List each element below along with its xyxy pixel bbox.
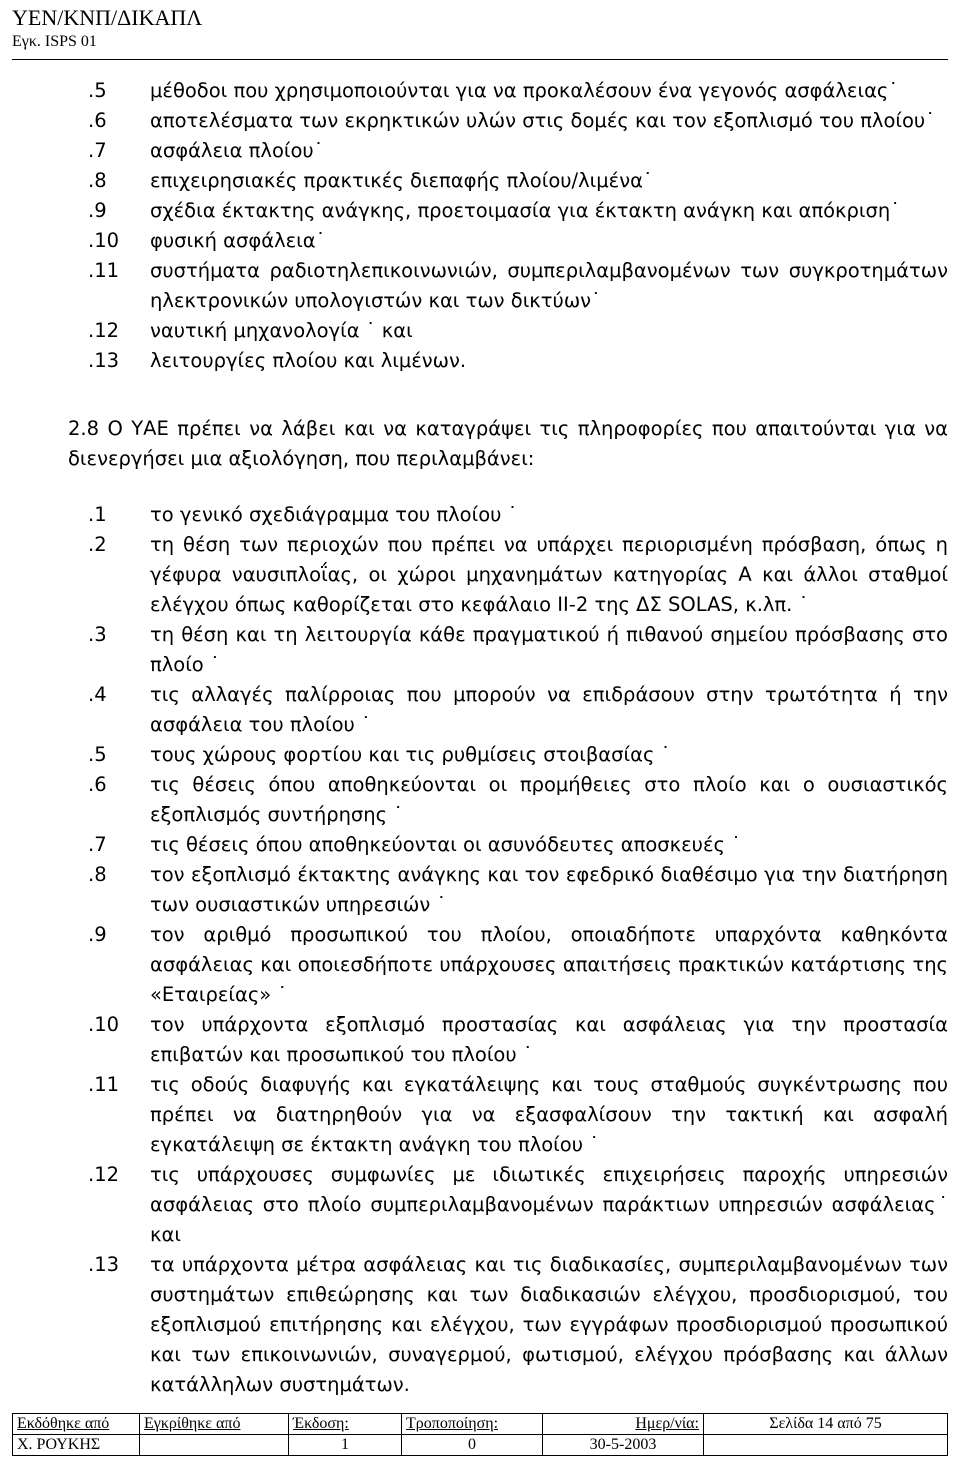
list-item-text: τις υπάρχουσες συμφωνίες με ιδιωτικές επιχειρήσεις παροχής υπηρεσιών ασφάλειας στο πλοίο συμπεριλαμβανομένων παράκτιων υπηρεσιών ασφάλειας˙ και (150, 1163, 948, 1246)
list-item (0, 346, 960, 376)
list-item-number: .8 (88, 863, 107, 886)
list-item (0, 1160, 960, 1250)
list-item (0, 920, 960, 1010)
document-control-table (12, 1413, 948, 1456)
list-item-number: .9 (88, 923, 107, 946)
list-item-number: .10 (88, 229, 120, 252)
list-item-number: .4 (88, 683, 107, 706)
list-item-number: .11 (88, 259, 120, 282)
list-item-text: τη θέση των περιοχών που πρέπει να υπάρχει περιορισμένη πρόσβαση, όπως η γέφυρα ναυσιπλοΐας, οι χώροι μηχανημάτων κατηγορίας Α και άλλοι σταθμοί ελέγχου όπως καθορίζεται στο κεφάλαιο ΙΙ-2 της ΔΣ SOLAS, κ.λπ. ˙ (150, 533, 948, 616)
list-item-text: επιχειρησιακές πρακτικές διεπαφής πλοίου/λιμένα˙ (150, 169, 653, 192)
footer-issued-by-value: Χ. ΡΟΥΚΗΣ (13, 1435, 140, 1456)
list-item (0, 196, 960, 226)
list-item-text: τις θέσεις όπου αποθηκεύονται οι προμήθειες στο πλοίο και ο ουσιαστικός εξοπλισμός συντήρησης ˙ (150, 773, 948, 826)
list-item-number: .6 (88, 109, 107, 132)
header-org: ΥΕΝ/ΚΝΠ/ΔΙΚΑΠΛ (12, 5, 203, 30)
list-item-number: .3 (88, 623, 107, 646)
footer-revision-label: Τροποποίηση: (402, 1414, 543, 1435)
list-item (0, 256, 960, 316)
list-item (0, 740, 960, 770)
document-header (12, 4, 202, 52)
list-item (0, 106, 960, 136)
list-item-number: .7 (88, 139, 107, 162)
list-item-text: τους χώρους φορτίου και τις ρυθμίσεις στοιβασίας ˙ (150, 743, 671, 766)
list-item (0, 1250, 960, 1400)
list-item (0, 136, 960, 166)
footer-approved-by-label: Εγκρίθηκε από (140, 1414, 289, 1435)
list-item (0, 530, 960, 620)
footer-date-value: 30-5-2003 (543, 1435, 704, 1456)
list-item (0, 76, 960, 106)
footer-issued-by-label: Εκδόθηκε από (13, 1414, 140, 1435)
footer-edition-label: Έκδοση: (289, 1414, 402, 1435)
list-item-text: ασφάλεια πλοίου˙ (150, 139, 324, 162)
list-item-text: τις θέσεις όπου αποθηκεύονται οι ασυνόδευτες αποσκευές ˙ (150, 833, 741, 856)
list-item (0, 226, 960, 256)
list-item-number: .5 (88, 743, 107, 766)
list-item-number: .5 (88, 79, 107, 102)
list-item-text: τον εξοπλισμό έκτακτης ανάγκης και τον εφεδρικό διαθέσιμο για την διατήρηση των ουσιαστικών υπηρεσιών ˙ (150, 863, 948, 916)
footer-date-label: Ημερ/νία: (543, 1414, 704, 1435)
list-item (0, 620, 960, 680)
list-item-text: τις αλλαγές παλίρροιας που μπορούν να επιδράσουν στην τρωτότητα ή την ασφάλεια του πλοίου ˙ (150, 683, 948, 736)
list-item (0, 1070, 960, 1160)
list-item (0, 680, 960, 740)
section-text: Ο ΥΑΕ πρέπει να λάβει και να καταγράψει τις πληροφορίες που απαιτούνται για να διενεργήσει μια αξιολόγηση, που περιλαμβάνει: (68, 417, 948, 470)
list-item-number: .8 (88, 169, 107, 192)
list-item-text: συστήματα ραδιοτηλεπικοινωνιών, συμπεριλαμβανομένων των συγκροτημάτων ηλεκτρονικών υπολογιστών και των δικτύων˙ (150, 259, 948, 312)
footer-edition-value: 1 (289, 1435, 402, 1456)
list-ship-security-topics (0, 76, 960, 376)
list-item (0, 500, 960, 530)
footer-revision-value: 0 (402, 1435, 543, 1456)
list-item-text: λειτουργίες πλοίου και λιμένων. (150, 349, 467, 372)
list-item (0, 316, 960, 346)
list-item (0, 860, 960, 920)
list-item-number: .12 (88, 319, 120, 342)
footer-approved-by-value (140, 1435, 289, 1456)
list-item-number: .6 (88, 773, 107, 796)
list-item-number: .9 (88, 199, 107, 222)
list-item-number: .13 (88, 1253, 120, 1276)
list-item-text: σχέδια έκτακτης ανάγκης, προετοιμασία για έκτακτη ανάγκη και απόκριση˙ (150, 199, 900, 222)
section-2-8 (68, 414, 948, 474)
list-item (0, 166, 960, 196)
list-item-text: μέθοδοι που χρησιμοποιούνται για να προκαλέσουν ένα γεγονός ασφάλειας˙ (150, 79, 899, 102)
list-item-number: .10 (88, 1013, 120, 1036)
footer-value-row (13, 1435, 948, 1456)
list-item (0, 770, 960, 830)
list-item-text: τη θέση και τη λειτουργία κάθε πραγματικού ή πιθανού σημείου πρόσβασης στο πλοίο ˙ (150, 623, 948, 676)
list-item-text: αποτελέσματα των εκρηκτικών υλών στις δομές και τον εξοπλισμό του πλοίου˙ (150, 109, 935, 132)
list-item-text: τον υπάρχοντα εξοπλισμό προστασίας και ασφάλειας για την προστασία επιβατών και προσωπικού του πλοίου ˙ (150, 1013, 948, 1066)
header-divider (12, 59, 948, 60)
list-item (0, 1010, 960, 1070)
list-item-text: φυσική ασφάλεια˙ (150, 229, 326, 252)
list-item-text: το γενικό σχεδιάγραμμα του πλοίου ˙ (150, 503, 518, 526)
list-item (0, 830, 960, 860)
list-item-number: .7 (88, 833, 107, 856)
list-assessment-information (0, 500, 960, 1400)
list-item-text: τον αριθμό προσωπικού του πλοίου, οποιαδήποτε υπαρχόντα καθηκόντα ασφάλειας και οποιεσδήποτε υπάρχουσες απαιτήσεις πρακτικών κατάρτισης της «Εταιρείας» ˙ (150, 923, 948, 1006)
footer-label-row (13, 1414, 948, 1435)
header-doc-code: Εγκ. ISPS 01 (12, 33, 97, 50)
section-number: 2.8 (68, 417, 100, 440)
list-item-number: .13 (88, 349, 120, 372)
footer-empty-cell (704, 1435, 948, 1456)
list-item-text: τις οδούς διαφυγής και εγκατάλειψης και τους σταθμούς συγκέντρωσης που πρέπει να διατηρηθούν για να εξασφαλίσουν την τακτική και ασφαλή εγκατάλειψη σε έκτακτη ανάγκη του πλοίου ˙ (150, 1073, 948, 1156)
list-item-number: .12 (88, 1163, 120, 1186)
list-item-number: .11 (88, 1073, 120, 1096)
footer-page-number: Σελίδα 14 από 75 (704, 1414, 948, 1435)
list-item-number: .1 (88, 503, 107, 526)
list-item-text: ναυτική μηχανολογία ˙ και (150, 319, 413, 342)
list-item-number: .2 (88, 533, 107, 556)
list-item-text: τα υπάρχοντα μέτρα ασφάλειας και τις διαδικασίες, συμπεριλαμβανομένων των συστημάτων επιθεώρησης και των διαδικασιών ελέγχου, προσδιορισμού, του εξοπλισμού επιτήρησης και ελέγχου, των εγγράφων προσδιορισμού προσωπικού και των επικοινωνιών, συναγερμού, φωτισμού, ελέγχου πρόσβασης και άλλων κατάλληλων συστημάτων. (150, 1253, 948, 1396)
